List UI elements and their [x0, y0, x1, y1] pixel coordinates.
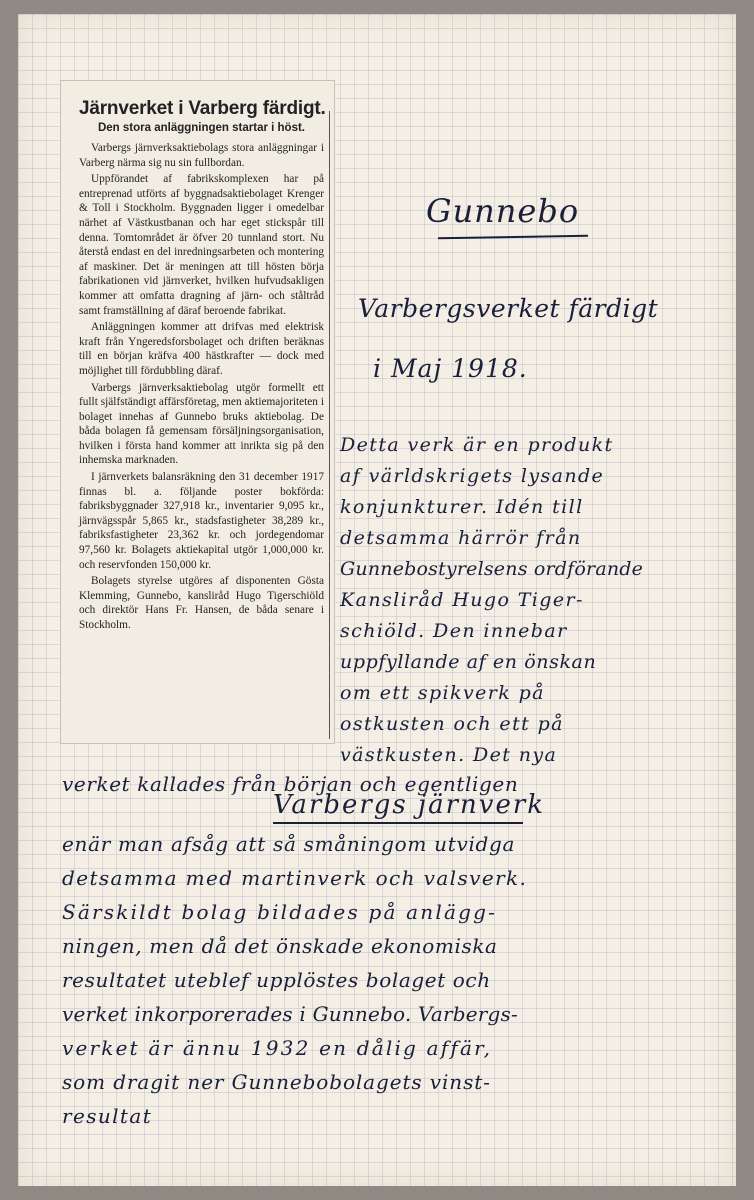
handwritten-line: af världskrigets lysande: [340, 465, 605, 487]
handwritten-line: om ett spikverk på: [340, 682, 545, 704]
handwritten-line: schiöld. Den innebar: [340, 620, 568, 642]
handwritten-heading: Varbergs järnverk: [273, 790, 546, 820]
handwritten-title: Gunnebo: [426, 192, 580, 230]
handwritten-line: ostkusten och ett på: [340, 713, 564, 735]
handwritten-line: västkusten. Det nya: [340, 744, 558, 766]
heading-underline: [273, 822, 523, 824]
clipping-headline: Järnverket i Varberg färdigt.: [79, 98, 326, 119]
handwritten-line: Särskildt bolag bildades på anlägg-: [62, 900, 498, 924]
clipping-paragraph: Varbergs järnverksaktiebolag utgör formellt ett fullt själfständigt affärsföretag, men aktiemajoriteten i bolaget innehas af Gunnebo bruks aktiebolag. De båda bolagen få gemensam försäljningsorganisation, hvilken i första hand kommer att inrikta sig på den inhemska marknaden.: [79, 381, 324, 467]
handwritten-line: verket kallades från början och egentligen: [62, 772, 519, 796]
handwritten-subtitle-line1: Varbergsverket färdigt: [358, 294, 659, 323]
handwritten-line: detsamma med martinverk och valsverk.: [62, 866, 528, 890]
clipping-paragraph: Uppförandet af fabrikskomplexen har på entreprenad utförts af byggnadsaktiebolaget Krenger & Toll i Stockholm. Byggnaden ligger i omedelbar närhet af Västkustbanan och har eget stickspår till denna. Tomtområdet är öfver 20 tunnland stort. Nu återstå endast en del inredningsarbeten och montering af maskiner. Det är meningen att till hösten börja fabrikationen vid järnverket, hvilken hufvudsakligen kommer att omfatta dragning af järn- och ståltråd samt framställning af däraf beroende fabrikat.: [79, 173, 324, 317]
title-underline: [438, 235, 588, 240]
handwritten-subtitle-line2: i Maj 1918.: [373, 354, 528, 383]
handwritten-line: verket inkorporerades i Gunnebo. Varbergs-: [62, 1002, 518, 1026]
handwritten-line: ningen, men då det önskade ekonomiska: [62, 934, 498, 958]
handwritten-line: detsamma härrör från: [340, 527, 582, 549]
handwritten-line: Detta verk är en produkt: [340, 434, 614, 456]
clipping-paragraph: Varbergs järnverksaktiebolags stora anläggningar i Varberg närma sig nu sin fullbordan.: [79, 142, 324, 169]
clipping-column-rule: [329, 111, 330, 739]
handwritten-line: resultatet uteblef upplöstes bolaget och: [62, 968, 491, 992]
handwritten-line: verket är ännu 1932 en dålig affär,: [62, 1036, 493, 1060]
handwritten-line: Kansliråd Hugo Tiger-: [340, 589, 584, 611]
handwritten-line: som dragit ner Gunnebobolagets vinst-: [62, 1070, 491, 1094]
clipping-subheadline: Den stora anläggningen startar i höst.: [97, 122, 306, 134]
handwritten-line: konjunkturer. Idén till: [340, 496, 584, 518]
handwritten-line: Gunnebostyrelsens ordförande: [340, 558, 644, 580]
clipping-paragraph: I järnverkets balansräkning den 31 december 1917 finnas bl. a. följande poster bokförda: fabriksbyggnader 327,918 kr., inventarier 9,095 kr., järnvägsspår 5,865 kr., stadsfastigheter 38,289 kr., fabriksfastigheter 23,362 kr. och jordegendomar 97,560 kr. Bolagets aktiekapital utgör 1,000,000 kr. och reservfonden 150,000 kr.: [79, 471, 324, 571]
clipping-paragraph: Bolagets styrelse utgöres af disponenten Gösta Klemming, Gunnebo, kansliråd Hugo Tigerschiöld och direktör Hans Fr. Hansen, de båda senare i Stockholm.: [79, 575, 324, 631]
handwritten-line: enär man afsåg att så småningom utvidga: [62, 832, 516, 856]
clipping-paragraph: Anläggningen kommer att drifvas med elektrisk kraft från Yngeredsforsbolaget och driften beräknas till en början kräfva 400 hästkrafter — dock med möjlighet till fördubbling däraf.: [79, 321, 324, 377]
handwritten-line: uppfyllande af en önskan: [340, 651, 597, 673]
document-page: [18, 14, 736, 1186]
newspaper-clipping: [60, 80, 335, 744]
handwritten-line: resultat: [62, 1104, 153, 1128]
